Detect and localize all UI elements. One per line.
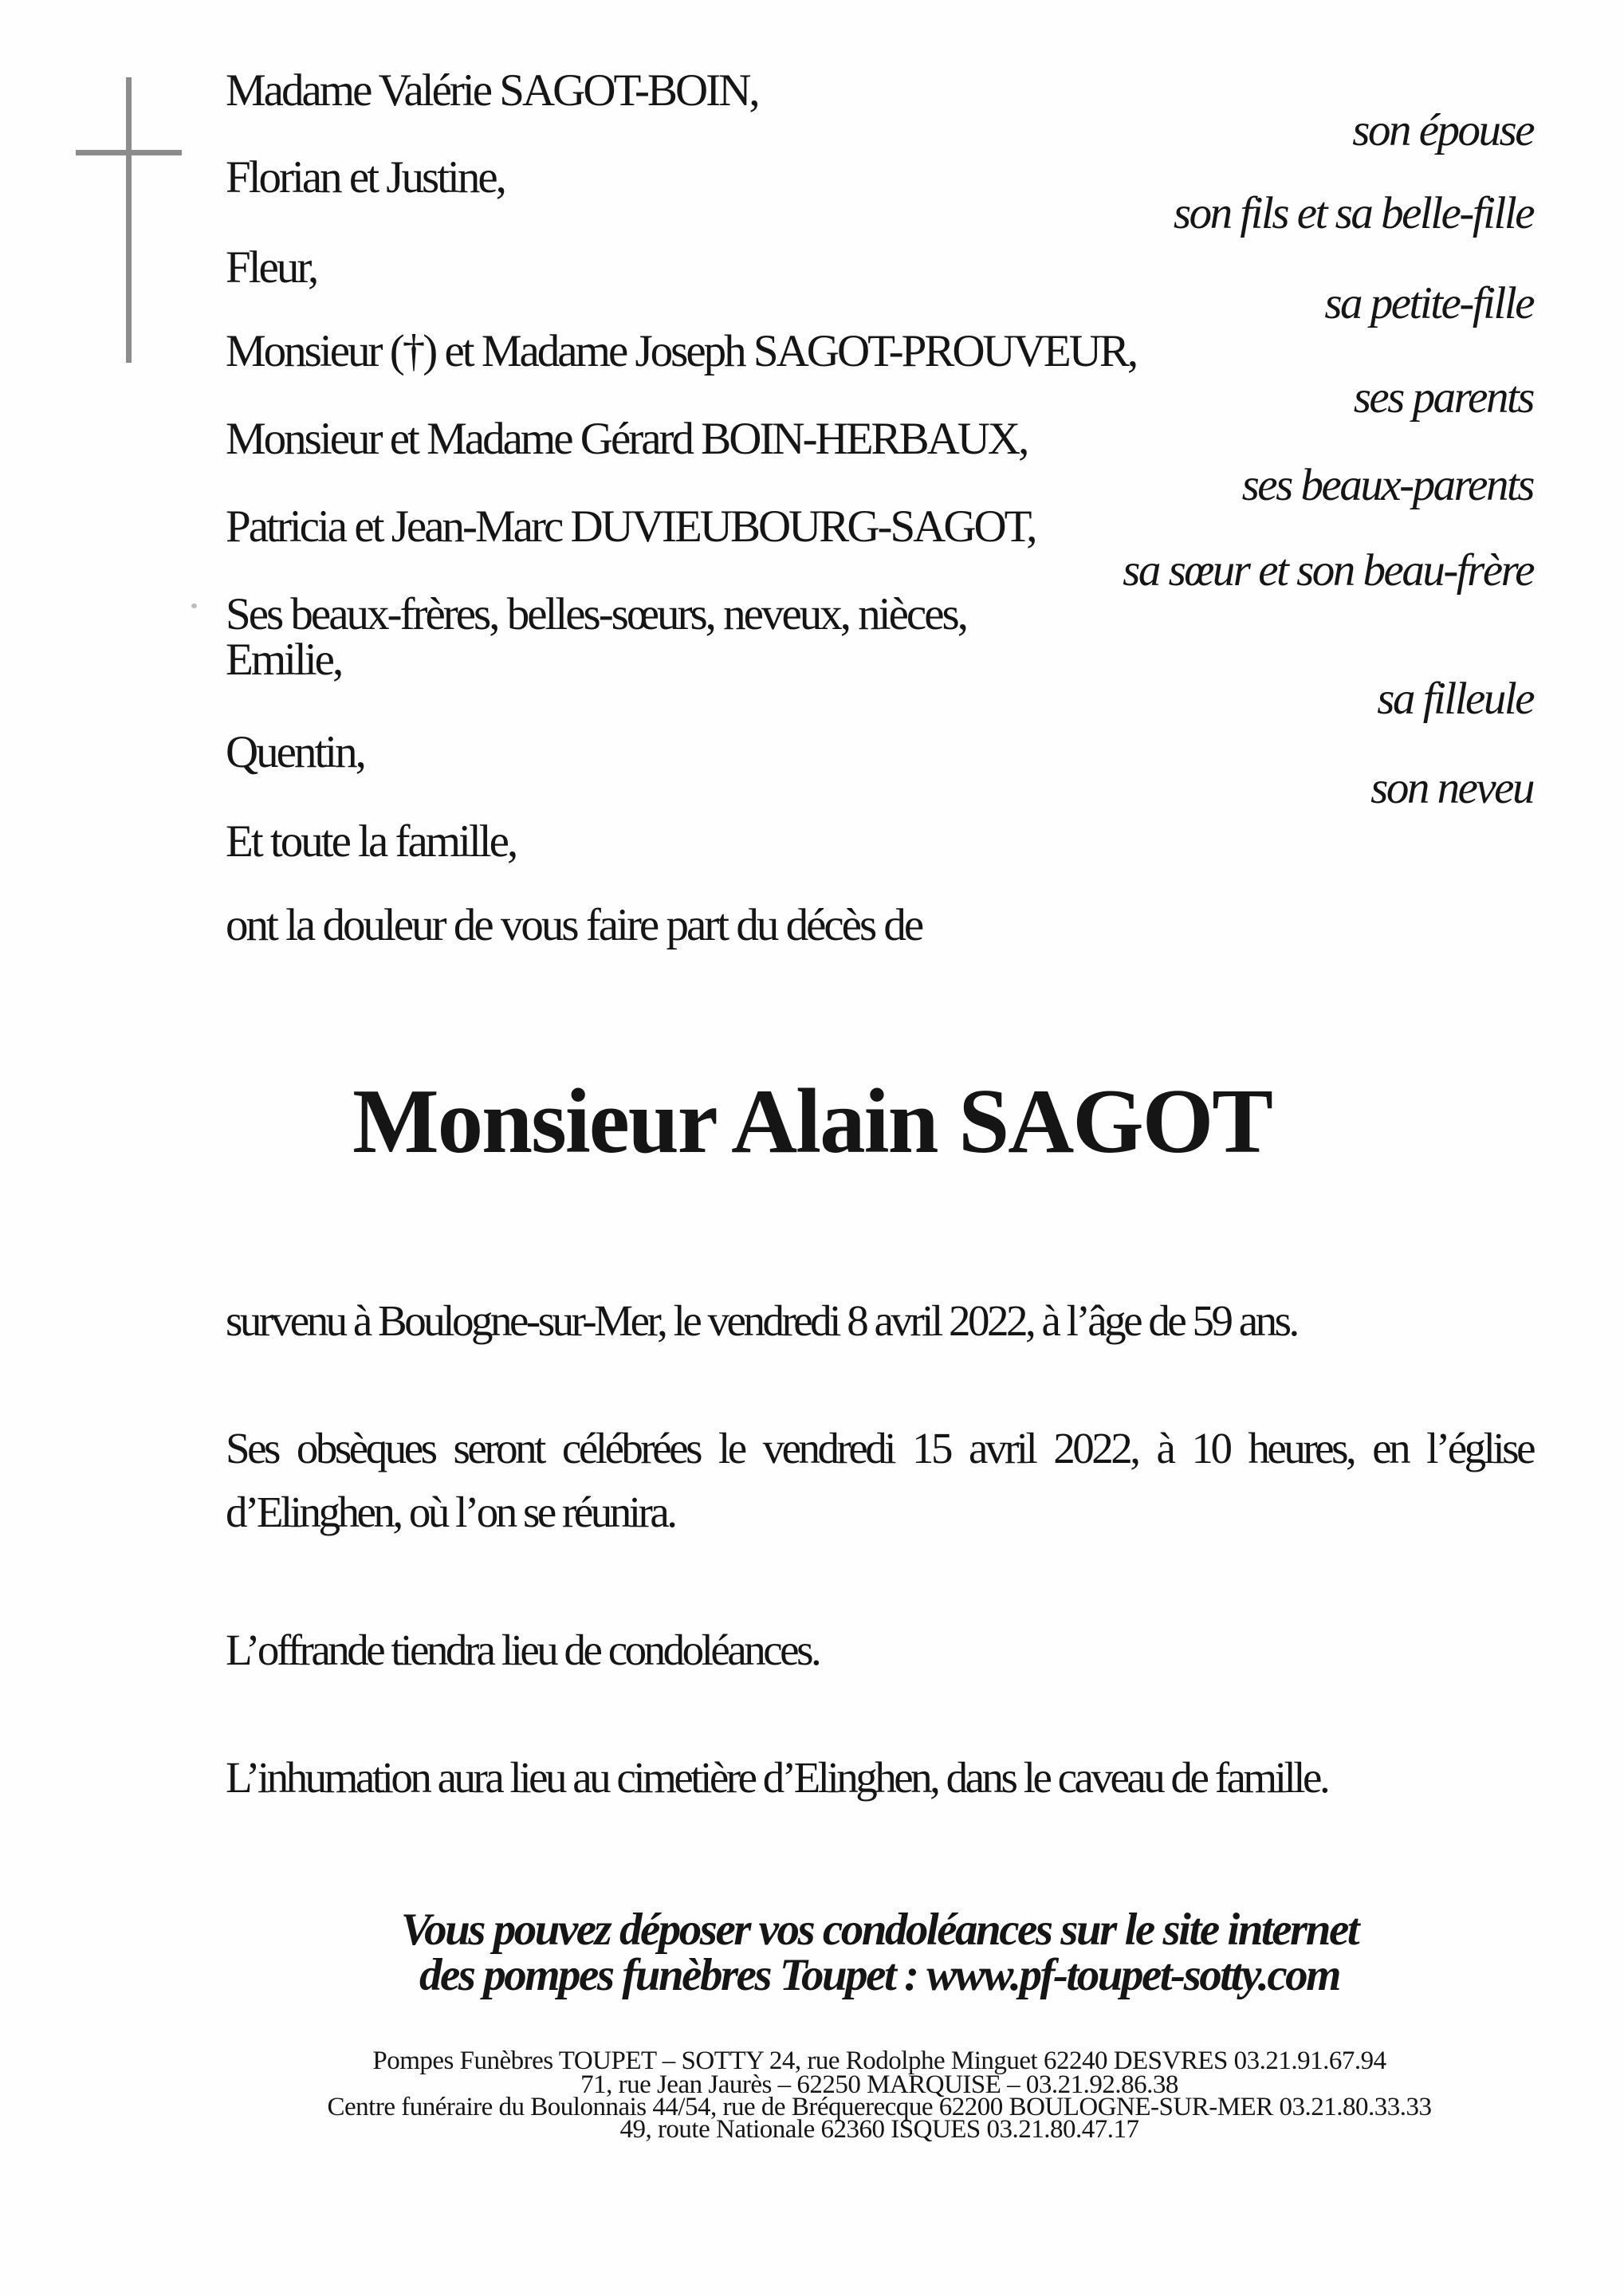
family-relation: son neveu	[1370, 763, 1533, 813]
family-relation: sa filleule	[1377, 674, 1533, 724]
announcement-intro: ont la douleur de vous faire part du décès de	[226, 900, 922, 950]
family-member-name: Et toute la famille,	[226, 816, 517, 867]
family-member-name: Ses beaux-frères, belles-sœurs, neveux, nièces,	[226, 589, 966, 639]
family-member-name: Fleur,	[226, 242, 317, 293]
family-member-name: Emilie,	[226, 635, 342, 685]
cross-vertical-bar	[126, 77, 132, 363]
family-member-name: Florian et Justine,	[226, 152, 505, 202]
family-member-name: Monsieur (†) et Madame Joseph SAGOT-PROUVEUR,	[226, 326, 1137, 376]
family-relation: son épouse	[1352, 105, 1533, 155]
condolences-note-line1: Vous pouvez déposer vos condoléances sur le site internet	[400, 1905, 1359, 1955]
funeral-home-address: Centre funéraire du Boulonnais 44/54, rue de Bréquerecque 62200 BOULOGNE-SUR-MER 03.21.80.33.33	[327, 2093, 1432, 2121]
condolences-note-line2	[226, 1952, 1533, 1998]
funeral-home-address: 49, route Nationale 62360 ISQUES 03.21.80.47.17	[619, 2115, 1139, 2144]
funeral-details-line2: d’Elinghen, où l’on se réunira.	[226, 1488, 675, 1536]
death-details: survenu à Boulogne-sur-Mer, le vendredi 8 avril 2022, à l’âge de 59 ans.	[226, 1296, 1297, 1345]
family-relation: sa petite-fille	[1324, 278, 1533, 328]
cross-horizontal-bar	[76, 150, 182, 155]
family-member-name: Monsieur et Madame Gérard BOIN-HERBAUX,	[226, 414, 1028, 464]
family-relation: ses parents	[1353, 372, 1533, 423]
scan-speck	[191, 603, 197, 608]
funeral-details-line1: Ses obsèques seront célébrées le vendredi 15 avril 2022, à 10 heures, en l’église	[226, 1424, 1533, 1472]
family-relation: son fils et sa belle-fille	[1173, 188, 1533, 238]
funeral-home-address: Pompes Funèbres TOUPET – SOTTY 24, rue Rodolphe Minguet 62240 DESVRES 03.21.91.67.94	[372, 2046, 1386, 2075]
offering-notice: L’offrande tiendra lieu de condoléances.	[226, 1626, 820, 1674]
family-relation: ses beaux-parents	[1241, 460, 1533, 510]
family-member-name: Patricia et Jean-Marc DUVIEUBOURG-SAGOT,	[226, 501, 1036, 552]
family-relation: sa sœur et son beau-frère	[1123, 545, 1533, 596]
family-member-name: Madame Valérie SAGOT-BOIN,	[226, 65, 758, 116]
funeral-home-address: 71, rue Jean Jaurès – 62250 MARQUISE – 03.21.92.86.38	[580, 2070, 1178, 2099]
deceased-name-title: Monsieur Alain SAGOT	[352, 1071, 1272, 1172]
condolences-note-prefix: des pompes funèbres Toupet :	[419, 1950, 927, 2000]
family-member-name: Quentin,	[226, 727, 364, 777]
burial-notice: L’inhumation aura lieu au cimetière d’Elinghen, dans le caveau de famille.	[226, 1753, 1328, 1802]
website-url: www.pf-toupet-sotty.com	[926, 1950, 1340, 2000]
